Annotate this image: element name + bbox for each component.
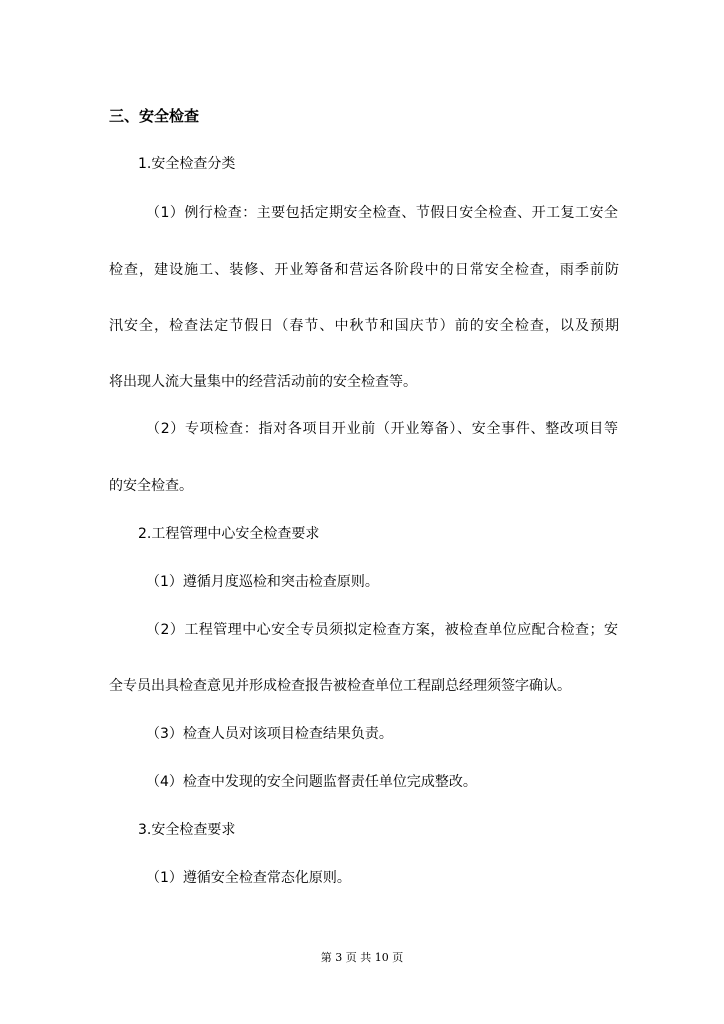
paragraph-special-check-line-2: 的安全检查。 (109, 478, 193, 494)
paragraph-normalization: （1）遵循安全检查常态化原则。 (146, 870, 351, 886)
paragraph-routine-check-line-3: 汛安全，检查法定节假日（春节、中秋节和国庆节）前的安全检查，以及预期 (109, 318, 619, 334)
section-title: 三、安全检查 (109, 107, 200, 125)
paragraph-routine-check-line-1: （1）例行检查：主要包括定期安全检查、节假日安全检查、开工复工安全 (146, 205, 618, 221)
paragraph-special-check-line-1: （2）专项检查：指对各项目开业前（开业筹备）、安全事件、整改项目等 (146, 421, 618, 437)
subsection-title-safety-requirements: 3.安全检查要求 (138, 822, 236, 838)
subsection-title-classification: 1.安全检查分类 (138, 156, 236, 172)
page-number-footer: 第 3 页 共 10 页 (320, 951, 404, 964)
paragraph-routine-check-line-2: 检查，建设施工、装修、开业筹备和营运各阶段中的日常安全检查，雨季前防 (109, 262, 619, 278)
paragraph-safety-officer-line-2: 全专员出具检查意见并形成检查报告被检查单位工程副总经理须签字确认。 (109, 678, 571, 694)
paragraph-inspector-responsibility: （3）检查人员对该项目检查结果负责。 (146, 726, 393, 742)
paragraph-routine-check-line-4: 将出现人流大量集中的经营活动前的安全检查等。 (109, 374, 417, 390)
paragraph-safety-officer-line-1: （2）工程管理中心安全专员须拟定检查方案，被检查单位应配合检查；安 (146, 622, 618, 638)
paragraph-monthly-inspection: （1）遵循月度巡检和突击检查原则。 (146, 574, 379, 590)
subsection-title-engineering-requirements: 2.工程管理中心安全检查要求 (138, 526, 320, 542)
paragraph-rectification: （4）检查中发现的安全问题监督责任单位完成整改。 (146, 774, 477, 790)
